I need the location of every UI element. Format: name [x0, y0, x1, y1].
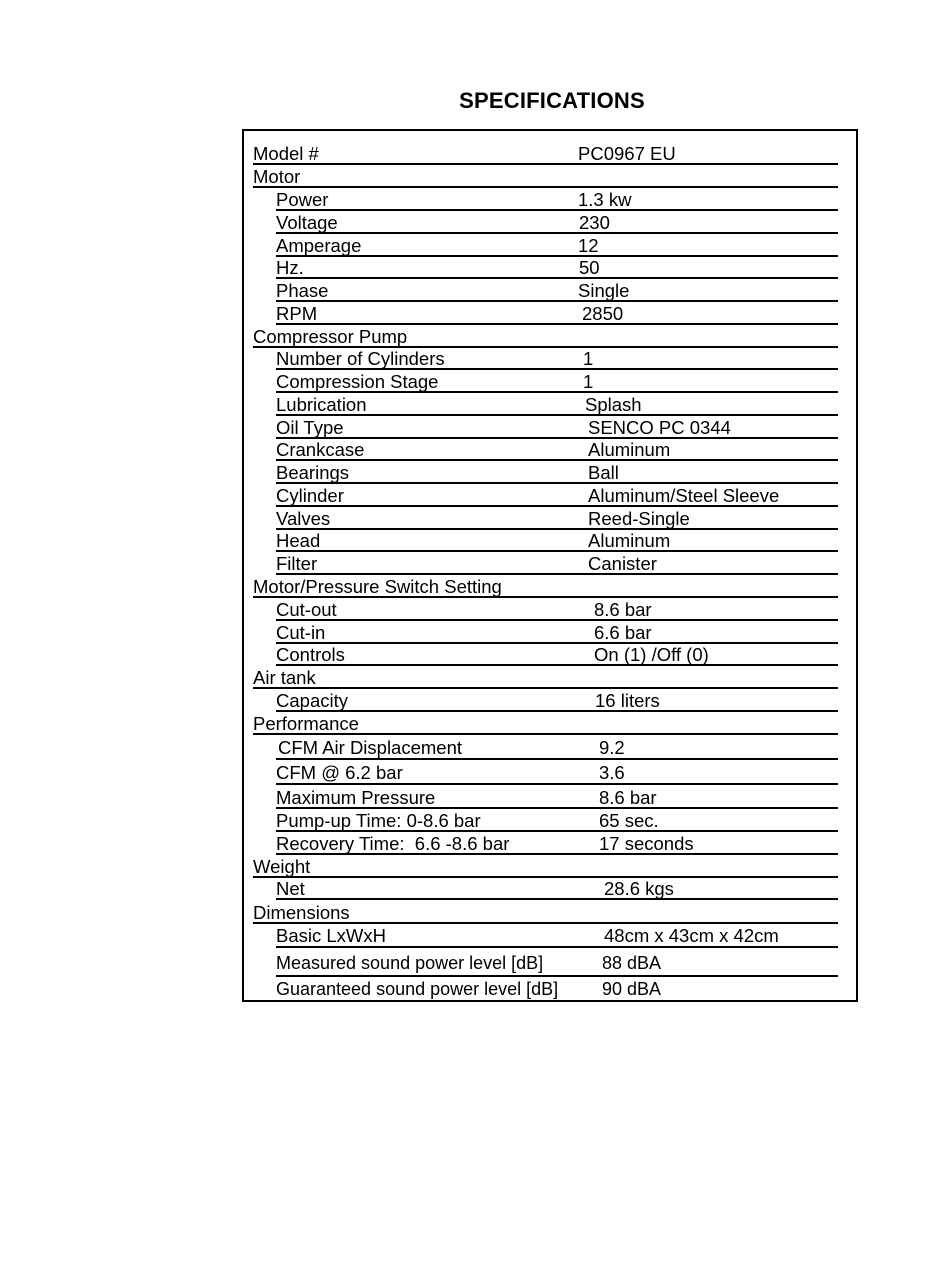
spec-row-recovery-time	[276, 833, 838, 855]
spec-label: Cylinder	[276, 485, 344, 506]
spec-value: On (1) /Off (0)	[594, 644, 709, 665]
spec-value: 65 sec.	[599, 810, 659, 831]
spec-value: 88 dBA	[602, 953, 662, 973]
spec-value: Aluminum	[588, 530, 671, 551]
spec-label: Capacity	[276, 690, 348, 711]
spec-label: Net	[276, 878, 305, 899]
spec-label: CFM Air Displacement	[278, 737, 463, 758]
spec-label: Model #	[253, 143, 319, 164]
spec-row-hz	[276, 257, 838, 279]
spec-row-compression-stage	[276, 371, 838, 393]
spec-label: RPM	[276, 303, 318, 324]
spec-value: Aluminum	[588, 439, 671, 460]
spec-label: Measured sound power level [dB]	[276, 953, 544, 973]
spec-label: Head	[276, 530, 321, 551]
spec-label: Power	[276, 189, 329, 210]
spec-row-bearings	[276, 462, 838, 484]
spec-row-phase	[276, 280, 838, 302]
spec-value: 230	[579, 212, 610, 233]
spec-label: Lubrication	[276, 394, 367, 415]
spec-label: Voltage	[276, 212, 338, 233]
spec-row-valves	[276, 508, 838, 530]
spec-value: 3.6	[599, 762, 625, 783]
spec-label: Crankcase	[276, 439, 365, 460]
spec-value: 16 liters	[595, 690, 660, 711]
spec-row-net-weight	[276, 878, 838, 900]
spec-row-oil-type	[276, 417, 838, 439]
spec-value: 6.6 bar	[594, 622, 652, 643]
spec-value: 8.6 bar	[594, 599, 652, 620]
spec-value: 1.3 kw	[578, 189, 632, 210]
section-label: Weight	[253, 856, 311, 877]
section-label: Motor/Pressure Switch Setting	[253, 576, 502, 597]
spec-label: Cut-in	[276, 622, 326, 643]
spec-value: Single	[578, 280, 630, 301]
spec-row-crankcase	[276, 439, 838, 461]
spec-label: Recovery Time: 6.6 -8.6 bar	[276, 833, 510, 854]
spec-row-rpm	[276, 303, 838, 325]
spec-value: 1	[583, 371, 594, 392]
spec-label: Bearings	[276, 462, 350, 483]
spec-label: Amperage	[276, 235, 362, 256]
spec-row-head	[276, 530, 838, 552]
spec-label: Cut-out	[276, 599, 337, 620]
section-label: Compressor Pump	[253, 326, 408, 347]
spec-row-cfm-6-2	[276, 762, 838, 785]
spec-value: 90 dBA	[602, 979, 662, 999]
section-label: Performance	[253, 713, 359, 734]
spec-value: Aluminum/Steel Sleeve	[588, 485, 780, 506]
spec-label: Phase	[276, 280, 329, 301]
spec-value: 8.6 bar	[599, 787, 657, 808]
spec-value: 12	[578, 235, 599, 256]
spec-value: SENCO PC 0344	[588, 417, 731, 438]
spec-label: Valves	[276, 508, 331, 529]
spec-row-max-pressure	[276, 787, 838, 809]
spec-label: CFM @ 6.2 bar	[276, 762, 403, 783]
spec-label: Compression Stage	[276, 371, 439, 392]
spec-row-capacity	[276, 690, 838, 712]
section-heading-pressure-switch	[253, 576, 838, 598]
section-heading-weight	[253, 856, 838, 878]
section-label: Dimensions	[253, 902, 350, 923]
spec-label: Filter	[276, 553, 318, 574]
spec-row-cfm-displacement	[276, 737, 838, 760]
spec-value: 48cm x 43cm x 42cm	[604, 925, 779, 946]
section-heading-dimensions	[253, 902, 838, 924]
spec-row-pump-up-time	[276, 810, 838, 832]
spec-row-controls	[276, 644, 838, 666]
spec-label: Controls	[276, 644, 345, 665]
spec-row-measured-sound	[276, 951, 838, 977]
section-label: Motor	[253, 166, 301, 187]
spec-row-basic-dimensions	[276, 925, 838, 948]
spec-value: 50	[579, 257, 600, 278]
spec-label: Pump-up Time: 0-8.6 bar	[276, 810, 481, 831]
spec-value: 28.6 kgs	[604, 878, 674, 899]
spec-row-amperage	[276, 235, 838, 257]
spec-row-guaranteed-sound	[276, 978, 838, 1002]
spec-value: Reed-Single	[588, 508, 690, 529]
section-heading-compressor-pump	[253, 326, 838, 348]
spec-row-cut-in	[276, 622, 838, 644]
page-title: SPECIFICATIONS	[459, 88, 645, 113]
spec-label: Maximum Pressure	[276, 787, 436, 808]
spec-label: Guaranteed sound power level [dB]	[276, 979, 559, 999]
spec-value: Ball	[588, 462, 619, 483]
spec-value: PC0967 EU	[578, 143, 676, 164]
spec-value: 1	[583, 348, 594, 369]
spec-value: Splash	[585, 394, 642, 415]
section-label: Air tank	[253, 667, 316, 688]
section-heading-air-tank	[253, 667, 838, 689]
spec-label: Basic LxWxH	[276, 925, 386, 946]
spec-row-power	[276, 189, 838, 211]
spec-label: Oil Type	[276, 417, 344, 438]
spec-value: 17 seconds	[599, 833, 694, 854]
spec-value: 2850	[582, 303, 624, 324]
section-heading-motor	[253, 166, 838, 188]
spec-row-voltage	[276, 212, 838, 234]
spec-row-cylinders	[276, 348, 838, 370]
spec-row-cylinder	[276, 485, 838, 507]
spec-row-cut-out	[276, 599, 838, 621]
spec-label: Hz.	[276, 257, 304, 278]
spec-value: 9.2	[599, 737, 625, 758]
spec-row-filter	[276, 553, 838, 575]
spec-row-model	[253, 143, 838, 165]
spec-value: Canister	[588, 553, 657, 574]
spec-row-lubrication	[276, 394, 838, 416]
spec-label: Number of Cylinders	[276, 348, 445, 369]
section-heading-performance	[253, 713, 838, 735]
